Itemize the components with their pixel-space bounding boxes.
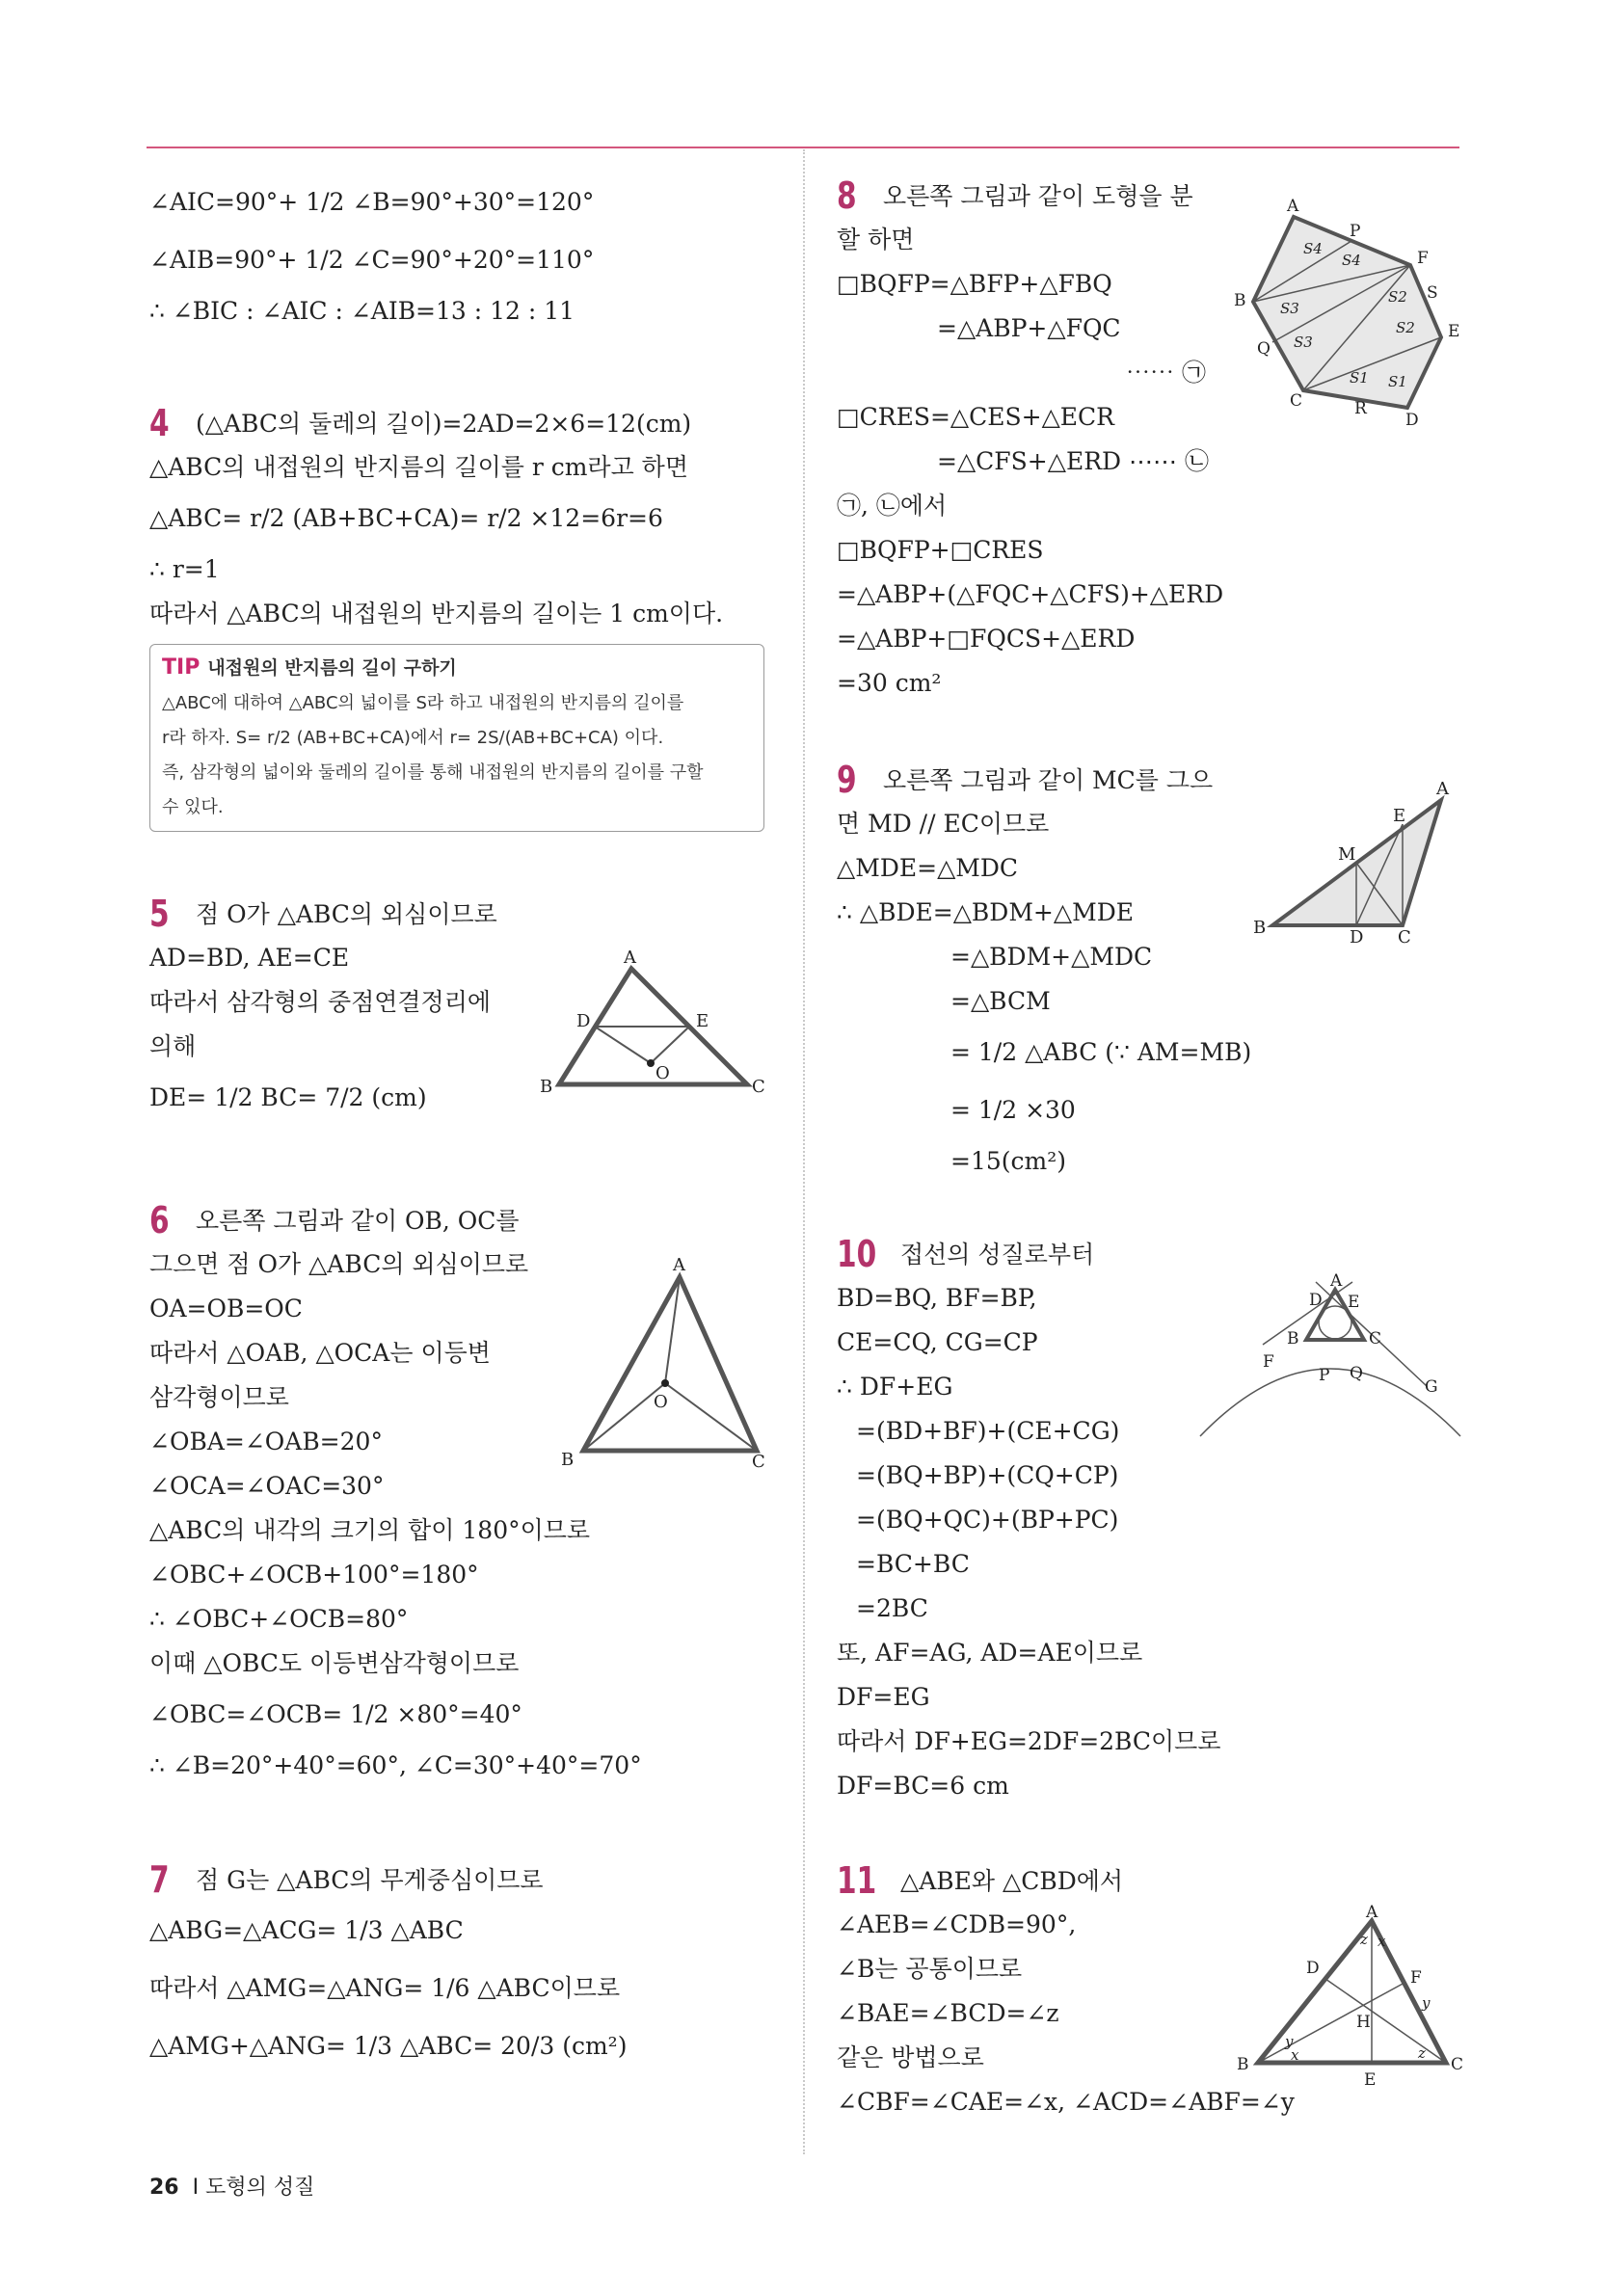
problem-line: ∴ DF+EG	[837, 1373, 953, 1401]
figure-problem-10	[1195, 1272, 1470, 1446]
problem-line: BD=BQ, BF=BP,	[837, 1284, 1037, 1312]
problem-line: ∠OBC=∠OCB= 1/2 ×80°=40°	[149, 1700, 522, 1728]
tip-line: r라 하자. S= r/2 (AB+BC+CA)에서 r= 2S/(AB+BC+CA) 이다.	[162, 728, 664, 748]
problem-line: △MDE=△MDC	[837, 854, 1019, 882]
figure-label: C	[1369, 1329, 1382, 1348]
problem-line: ∴ △BDE=△BDM+△MDE	[837, 898, 1134, 926]
problem-line: ∠CBF=∠CAE=∠x, ∠ACD=∠ABF=∠y	[837, 2088, 1295, 2116]
figure-label: D	[1306, 1959, 1320, 1978]
figure-label: F	[1417, 249, 1429, 268]
problem-line: = 1/2 △ABC (∵ AM=MB)	[950, 1038, 1252, 1066]
problem-line: OA=OB=OC	[149, 1295, 303, 1322]
problem-line: =△CFS+△ERD ⋯⋯ ㉡	[937, 447, 1209, 475]
figure-label: P	[1350, 222, 1361, 241]
tip-line: 즉, 삼각형의 넓이와 둘레의 길이를 통해 내접원의 반지름의 길이를 구할	[162, 762, 704, 783]
figure-problem-6	[559, 1253, 771, 1475]
figure-label: F	[1410, 1968, 1422, 1988]
problem-line: ∴ ∠OBC+∠OCB=80°	[149, 1605, 409, 1633]
problem-number: 4	[149, 402, 170, 444]
right-column	[837, 174, 1473, 2124]
problem-line: ∠AEB=∠CDB=90°,	[837, 1910, 1077, 1938]
problem-line: 의해	[149, 1032, 197, 1060]
figure-label: B	[540, 1077, 553, 1094]
left-column	[149, 174, 766, 2075]
section-title: Ⅰ 도형의 성질	[192, 2176, 315, 2200]
figure-problem-9	[1253, 781, 1460, 945]
figure-label: B	[1237, 2055, 1249, 2074]
problem-line: 이때 △OBC도 이등변삼각형이므로	[149, 1649, 520, 1677]
figure-label: S	[1427, 283, 1438, 303]
problem-line: =15(cm²)	[950, 1147, 1066, 1175]
problem-line: 오른쪽 그림과 같이 OB, OC를	[196, 1207, 520, 1235]
figure-label: S4	[1342, 252, 1361, 269]
figure-label: Q	[1350, 1364, 1363, 1383]
figure-label: z	[1418, 2044, 1426, 2062]
figure-label: x	[1291, 2046, 1299, 2064]
figure-label: C	[1451, 2055, 1464, 2074]
problem-line: =△BDM+△MDC	[950, 943, 1153, 971]
problem-line: △ABG=△ACG= 1/3 △ABC	[149, 1916, 464, 1944]
problem-line: ㉠, ㉡에서	[837, 492, 948, 520]
figure-label: S4	[1303, 240, 1323, 257]
figure-label: E	[1348, 1293, 1360, 1312]
figure-label: M	[1338, 844, 1356, 865]
problem-line: DF=EG	[837, 1683, 930, 1711]
problem-number: 9	[837, 759, 857, 801]
figure-label: A	[1287, 198, 1299, 216]
tip-box	[149, 644, 764, 832]
problem-line: = 1/2 ×30	[950, 1096, 1076, 1124]
figure-label: B	[1234, 291, 1246, 310]
problem-line: 따라서 △OAB, △OCA는 이등변	[149, 1339, 491, 1367]
problem-line: 삼각형이므로	[149, 1383, 289, 1411]
figure-label: C	[1398, 927, 1411, 945]
problem-line: △ABC의 내접원의 반지름의 길이를 r cm라고 하면	[149, 453, 688, 481]
figure-label: C	[752, 1452, 765, 1472]
page-footer	[149, 2171, 314, 2201]
figure-label: F	[1263, 1352, 1274, 1372]
figure-label: E	[1393, 806, 1406, 826]
figure-label: A	[1330, 1272, 1343, 1291]
figure-label: y	[1285, 2033, 1294, 2050]
problem-line: =30 cm²	[837, 669, 942, 697]
figure-label: S1	[1388, 373, 1407, 390]
intro-line: ∴ ∠BIC : ∠AIC : ∠AIB=13 : 12 : 11	[149, 297, 575, 325]
problem-line: 그으면 점 O가 △ABC의 외심이므로	[149, 1250, 529, 1278]
problem-number: 8	[837, 174, 857, 217]
problem-line: DE= 1/2 BC= 7/2 (cm)	[149, 1083, 427, 1111]
figure-label: Q	[1257, 339, 1271, 359]
problem-line: CE=CQ, CG=CP	[837, 1328, 1038, 1356]
problem-line: 따라서 삼각형의 중점연결정리에	[149, 988, 491, 1016]
problem-line: 따라서 △ABC의 내접원의 반지름의 길이는 1 cm이다.	[149, 600, 724, 627]
problem-line: 점 G는 △ABC의 무게중심이므로	[196, 1866, 544, 1894]
figure-label: P	[1319, 1366, 1330, 1385]
figure-label: x	[1378, 1933, 1386, 1950]
problem-line: 따라서 △AMG=△ANG= 1/6 △ABC이므로	[149, 1974, 621, 2002]
figure-label: D	[1350, 927, 1364, 945]
problem-line: □BQFP+□CRES	[837, 536, 1044, 564]
problem-line: ∴ r=1	[149, 555, 220, 583]
problem-line: DF=BC=6 cm	[837, 1772, 1009, 1800]
problem-line: =△ABP+(△FQC+△CFS)+△ERD	[837, 580, 1224, 608]
figure-label: z	[1360, 1931, 1368, 1948]
figure-label: D	[1309, 1291, 1323, 1310]
figure-label: G	[1425, 1377, 1438, 1397]
problem-line: =(BD+BF)+(CE+CG)	[856, 1417, 1120, 1445]
problem-line: =(BQ+QC)+(BP+PC)	[856, 1506, 1119, 1534]
problem-line: AD=BD, AE=CE	[149, 944, 350, 972]
problem-line: □CRES=△CES+△ECR	[837, 403, 1115, 431]
figure-label: R	[1354, 399, 1367, 418]
figure-label: E	[1364, 2070, 1377, 2090]
figure-label: S1	[1350, 369, 1369, 387]
problem-line: △AMG+△ANG= 1/3 △ABC= 20/3 (cm²)	[149, 2032, 628, 2060]
column-separator	[803, 149, 805, 2154]
figure-problem-8	[1234, 198, 1475, 429]
problem-line: (△ABC의 둘레의 길이)=2AD=2×6=12(cm)	[196, 410, 692, 438]
problem-line: ∠OBA=∠OAB=20°	[149, 1428, 383, 1455]
problem-7	[149, 1857, 766, 2075]
figure-label: y	[1422, 1994, 1431, 2012]
problem-number: 10	[837, 1233, 877, 1275]
figure-label: S2	[1388, 288, 1407, 306]
problem-line: 오른쪽 그림과 같이 도형을 분	[883, 182, 1193, 210]
problem-line: 오른쪽 그림과 같이 MC를 그으	[883, 766, 1214, 794]
top-rule	[147, 147, 1459, 148]
figure-label: A	[1366, 1904, 1378, 1922]
figure-label: D	[1405, 411, 1419, 429]
figure-label: A	[1436, 781, 1449, 799]
tip-line: △ABC에 대하여 △ABC의 넓이를 S라 하고 내접원의 반지름의 길이를	[162, 693, 684, 713]
intro-line: ∠AIB=90°+ 1/2 ∠C=90°+20°=110°	[149, 246, 595, 274]
figure-label: C	[752, 1077, 765, 1094]
figure-label: B	[1287, 1329, 1299, 1348]
problem-line: 또, AF=AG, AD=AE이므로	[837, 1639, 1143, 1667]
tip-line: 수 있다.	[162, 797, 224, 817]
problem-line: ∴ ∠B=20°+40°=60°, ∠C=30°+40°=70°	[149, 1751, 642, 1779]
figure-problem-11	[1229, 1904, 1470, 2096]
figure-problem-5	[540, 949, 781, 1094]
problem-line: ∠OCA=∠OAC=30°	[149, 1472, 385, 1500]
figure-label: S2	[1396, 319, 1415, 336]
problem-line: 접선의 성질로부터	[900, 1241, 1095, 1268]
problem-line: =△ABP+□FQCS+△ERD	[837, 625, 1136, 653]
problem-number: 5	[149, 893, 170, 935]
problem-line: ∠B는 공통이므로	[837, 1955, 1023, 1983]
figure-label: A	[673, 1255, 685, 1275]
tip-label: TIP	[162, 655, 201, 680]
figure-label: O	[654, 1392, 668, 1412]
problem-line: =(BQ+BP)+(CQ+CP)	[856, 1461, 1119, 1489]
figure-label: E	[696, 1011, 709, 1031]
problem-line: □BQFP=△BFP+△FBQ	[837, 270, 1112, 298]
problem-line: 할 하면	[837, 226, 915, 254]
problem-line: 따라서 DF+EG=2DF=2BC이므로	[837, 1727, 1221, 1755]
figure-label: H	[1356, 2013, 1371, 2032]
problem-line: 면 MD // EC이므로	[837, 810, 1050, 838]
problem-line: ⋯⋯ ㉠	[1126, 359, 1206, 387]
problem-line: ∠BAE=∠BCD=∠z	[837, 1999, 1059, 2027]
figure-label: B	[561, 1450, 575, 1470]
page-number: 26	[149, 2176, 179, 2200]
problem-line: ∠OBC+∠OCB+100°=180°	[149, 1561, 479, 1589]
problem-number: 7	[149, 1858, 170, 1901]
figure-label: S3	[1294, 334, 1313, 351]
problem-line: 점 O가 △ABC의 외심이므로	[196, 900, 497, 928]
figure-label: A	[624, 949, 636, 968]
problem-line: △ABC의 내각의 크기의 합이 180°이므로	[149, 1516, 591, 1544]
problem-line: 같은 방법으로	[837, 2043, 984, 2071]
intro-block	[149, 174, 766, 334]
figure-label: D	[576, 1011, 591, 1031]
problem-line: △ABE와 △CBD에서	[900, 1867, 1124, 1895]
figure-label: E	[1448, 322, 1460, 341]
intro-line: ∠AIC=90°+ 1/2 ∠B=90°+30°=120°	[149, 188, 595, 216]
problem-4	[149, 401, 766, 832]
problem-number: 6	[149, 1199, 170, 1241]
figure-label: O	[655, 1063, 670, 1083]
problem-line: =△BCM	[950, 987, 1051, 1015]
problem-number: 11	[837, 1859, 877, 1902]
figure-label: B	[1253, 918, 1267, 938]
problem-line: =△ABP+△FQC	[937, 314, 1121, 342]
tip-title: 내접원의 반지름의 길이 구하기	[207, 657, 457, 679]
problem-line: △ABC= r/2 (AB+BC+CA)= r/2 ×12=6r=6	[149, 504, 663, 532]
problem-line: =2BC	[856, 1594, 928, 1622]
figure-label: C	[1290, 391, 1303, 411]
figure-label: S3	[1280, 300, 1299, 317]
problem-line: =BC+BC	[856, 1550, 970, 1578]
